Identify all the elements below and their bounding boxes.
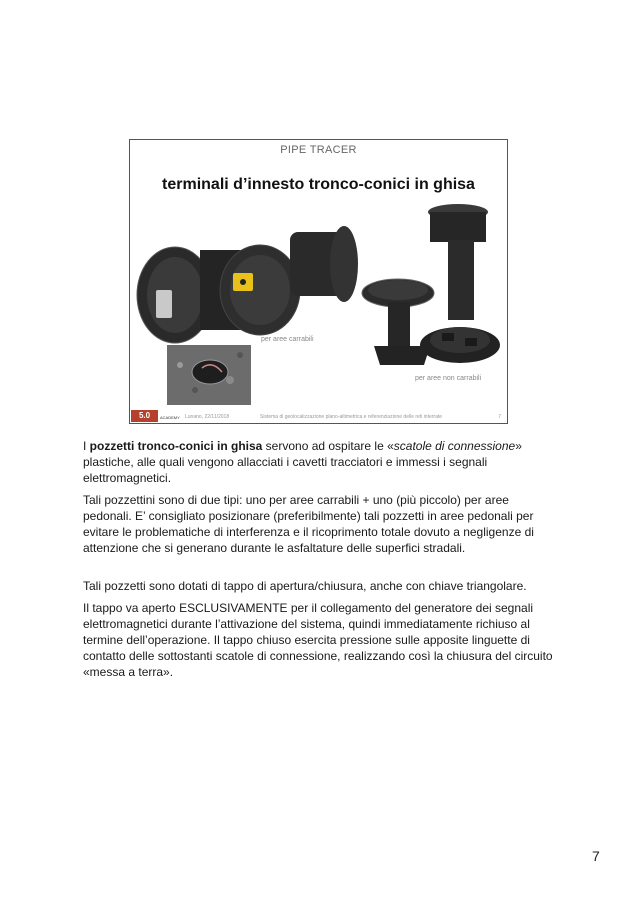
slide-title: terminali d’innesto tronco-conici in ghisa xyxy=(162,176,475,193)
p1-italic: scatole di connessione xyxy=(393,439,516,453)
small-manhole-pedestrian xyxy=(362,279,434,365)
p1-post: » plastiche, alle quali vengono allacciati i cavetti tracciatori e immessi i segnali elettromagnetici. xyxy=(83,439,522,485)
footer-subject: Sistema di geolocalizzazione plano-altimetrica e referenziazione delle reti interrate xyxy=(260,414,443,420)
academy-logo: 5.0 xyxy=(131,410,158,422)
p1-mid: servono ad ospitare le « xyxy=(262,439,394,453)
page-number: 7 xyxy=(592,848,600,864)
caption-non-carrabili: per aree non carrabili xyxy=(415,375,482,382)
slide-frame xyxy=(129,139,508,424)
body-block-2 xyxy=(83,578,553,686)
caption-carrabili: per aree carrabili xyxy=(261,336,314,343)
paragraph-4: Il tappo va aperto ESCLUSIVAMENTE per il collegamento del generatore dei segnali elettromagnetici durante l’attivazione del sistema, quindi immediatamente richiuso al termine dell’operazione. Il tappo chiuso esercita pressione sulle apposite linguette di contatto delle sottostanti scatole di connessione, realizzando così la chiusura del circuito «messa a terra». xyxy=(83,601,553,679)
slide-footer xyxy=(130,409,507,423)
body-block-1 xyxy=(83,438,553,562)
paragraph-3: Tali pozzetti sono dotati di tappo di apertura/chiusura, anche con chiave triangolare. xyxy=(83,579,527,593)
asphalt-install-photo xyxy=(167,345,251,405)
footer-slide-number: 7 xyxy=(498,414,501,420)
footer-brand: ACADEMY xyxy=(160,415,180,420)
p1-pre: I xyxy=(83,439,90,453)
paragraph-2: Tali pozzettini sono di due tipi: uno per aree carrabili + uno (più piccolo) per aree pedonali. E’ consigliato posizionare (preferibilmente) tali pozzetti in aree pedonali per evitare le problematiche di interferenza e il ricoprimento totale dovuto a negligenze di attenzione che si generano durante le asfaltature delle superfici stradali. xyxy=(83,493,534,555)
paragraph-1 xyxy=(83,438,553,486)
footer-date: Lunano, 22/11/2018 xyxy=(185,414,230,420)
large-manhole-open xyxy=(137,226,358,343)
slide-kicker: PIPE TRACER xyxy=(280,144,357,156)
p1-bold: pozzetti tronco-conici in ghisa xyxy=(89,439,263,453)
tall-manhole-pipe xyxy=(420,204,500,363)
